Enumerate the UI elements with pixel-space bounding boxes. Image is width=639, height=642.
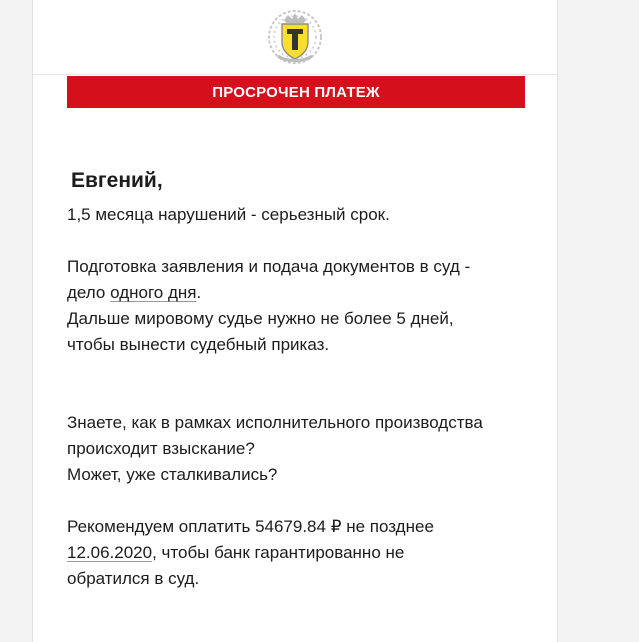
enforcement-question-line1: Знаете, как в рамках исполнительного производства (67, 413, 483, 432)
court-paragraph-line2: дело одного дня. (67, 283, 202, 302)
overdue-payment-banner (67, 76, 525, 108)
payment-recommendation-line3: обратился в суд. (67, 569, 200, 588)
email-header (33, 0, 557, 75)
violation-duration-text: 1,5 месяца нарушений - серьезный срок. (67, 205, 390, 224)
greeting: Евгений, (71, 169, 163, 192)
email-card (32, 0, 558, 642)
court-paragraph-line4: чтобы вынести судебный приказ. (67, 335, 330, 354)
overdue-payment-text: ПРОСРОЧЕН ПЛАТЕЖ (212, 83, 380, 101)
payment-recommendation-line2: 12.06.2020, чтобы банк гарантированно не (67, 543, 405, 562)
payment-deadline-date: 12.06.2020 (67, 543, 153, 562)
court-paragraph-line1: Подготовка заявления и подача документов в суд - (67, 257, 471, 276)
payment-recommendation-line1: Рекомендуем оплатить 54679.84 ₽ не позднее (67, 517, 434, 536)
enforcement-question-line2: происходит взыскание? (67, 439, 255, 458)
message-body (67, 168, 537, 592)
court-paragraph-line3: Дальше мировому судье нужно не более 5 дней, (67, 309, 454, 328)
enforcement-question-line3: Может, уже сталкивались? (67, 465, 278, 484)
one-day-text: одного дня (110, 283, 197, 302)
tinkoff-shield-logo-icon (264, 6, 326, 68)
